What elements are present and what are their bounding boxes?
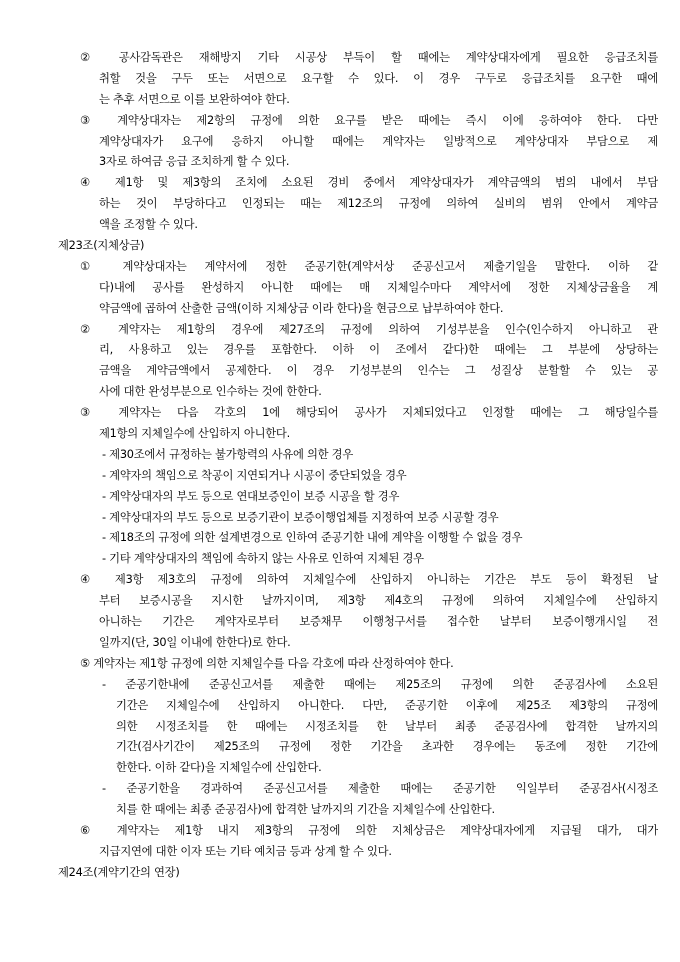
numbered-clause: ② 계약자는 제1항의 경우에 제27조의 규정에 의하여 기성부분을 인수(인수하지 아니하고 관 <box>80 322 658 336</box>
article-heading: 제23조(지체상금) <box>58 239 145 253</box>
text-line: 부터 보증시공을 지시한 날까지이며, 제3항 제4호의 규정에 의하여 지체일수에 산입하지 <box>99 594 658 608</box>
numbered-clause: ④ 제3항 제3호의 규정에 의하여 지체일수에 산입하지 아니하는 기간은 부도 등이 확정된 날 <box>80 573 658 587</box>
numbered-clause: ④ 제1항 및 제3항의 조치에 소요된 경비 중에서 계약상대자가 계약금액의 범의 내에서 부담 <box>80 176 658 190</box>
text-line: 액을 조정할 수 있다. <box>99 218 198 232</box>
text-line: 사에 대한 완성부분으로 인수하는 것에 한한다. <box>99 385 322 399</box>
text-line: 일까지(단, 30일 이내에 한한다)로 한다. <box>99 635 291 649</box>
numbered-clause: ⑤ 계약자는 제1항 규정에 의한 지체일수를 다음 각호에 따라 산정하여야 한다. <box>80 656 454 670</box>
text-line: 약금액에 곱하여 산출한 금액(이하 지체상금 이라 한다)을 현금으로 납부하여야 한다. <box>99 301 504 315</box>
text-line: 는 추후 서면으로 이를 보완하여야 한다. <box>99 92 290 106</box>
text-line: 금액을 계약금액에서 공제한다. 이 경우 기성부분의 인수는 그 성질상 분할할 수 있는 공 <box>99 364 658 378</box>
dash-list-item: - 제30조에서 규정하는 불가항력의 사유에 의한 경우 <box>102 447 354 461</box>
text-line: 아니하는 기간은 계약자로부터 보증채무 이행청구서를 접수한 날부터 보증이행개시일 전 <box>99 615 658 629</box>
dash-list-item: - 준공기한내에 준공신고서를 제출한 때에는 제25조의 규정에 의한 준공검사에 소요된 <box>102 677 658 691</box>
text-line: 지급지연에 대한 이자 또는 기타 예치금 등과 상계 할 수 있다. <box>99 844 392 858</box>
dash-list-item: - 계약상대자의 부도 등으로 보증기관이 보증이행업체를 지정하여 보증 시공할 경우 <box>102 510 499 524</box>
text-line: 계약상대자가 요구에 응하지 아니할 때에는 계약자는 일방적으로 계약상대자 부담으로 제 <box>99 134 658 148</box>
dash-list-item: - 계약자의 책임으로 착공이 지연되거나 시공이 중단되었을 경우 <box>102 468 407 482</box>
text-line: 다)내에 공사를 완성하지 아니한 때에는 매 지체일수마다 계약서에 정한 지체상금율을 계 <box>99 280 658 294</box>
text-line: 3자로 하여금 응급 조치하게 할 수 있다. <box>99 155 290 169</box>
dash-list-item: - 준공기한을 경과하여 준공신고서를 제출한 때에는 준공기한 익일부터 준공검사(시정조 <box>102 782 658 796</box>
numbered-clause: ① 계약상대자는 계약서에 정한 준공기한(계약서상 준공신고서 제출기일을 말한다. 이하 같 <box>80 259 658 273</box>
dash-list-item: - 기타 계약상대자의 책임에 속하지 않는 사유로 인하여 지체된 경우 <box>102 552 424 566</box>
numbered-clause: ③ 계약상대자는 제2항의 규정에 의한 요구를 받은 때에는 즉시 이에 응하여야 한다. 다만 <box>80 113 658 127</box>
numbered-clause: ② 공사감독관은 재해방지 기타 시공상 부득이 할 때에는 계약상대자에게 필요한 응급조치를 <box>80 51 658 64</box>
numbered-clause: ⑥ 계약자는 제1항 내지 제3항의 규정에 의한 지체상금은 계약상대자에게 지급될 대가, 대가 <box>80 823 658 837</box>
dash-list-item: - 계약상대자의 부도 등으로 연대보증인이 보증 시공을 할 경우 <box>102 489 400 503</box>
dash-list-item: - 제18조의 규정에 의한 설계변경으로 인하여 준공기한 내에 계약을 이행할 수 없을 경우 <box>102 531 523 545</box>
text-line: 의한 시정조치를 한 때에는 시정조치를 한 날부터 최종 준공검사에 합격한 날까지의 <box>116 719 658 733</box>
text-line: 한한다. 이하 같다)을 지체일수에 산입한다. <box>116 761 322 775</box>
text-line: 리, 사용하고 있는 경우를 포함한다. 이하 이 조에서 같다)한 때에는 그 부분에 상당하는 <box>99 343 658 357</box>
text-line: 하는 것이 부당하다고 인정되는 때는 제12조의 규정에 의하여 실비의 범위 안에서 계약금 <box>99 197 658 211</box>
text-line: 취할 것을 구두 또는 서면으로 요구할 수 있다. 이 경우 구두로 응급조치를 요구한 때에 <box>99 71 658 85</box>
text-line: 치를 한 때에는 최종 준공검사)에 합격한 날까지의 기간을 지체일수에 산입한다. <box>116 803 495 817</box>
document-page <box>58 48 658 884</box>
text-line: 제1항의 지체일수에 산입하지 아니한다. <box>99 427 290 441</box>
numbered-clause: ③ 계약자는 다음 각호의 1에 해당되어 공사가 지체되었다고 인정할 때에는 그 해당일수를 <box>80 406 658 420</box>
article-heading: 제24조(계약기간의 연장) <box>58 865 180 879</box>
text-line: 기간은 지체일수에 산입하지 아니한다. 다만, 준공기한 이후에 제25조 제3항의 규정에 <box>116 698 658 712</box>
text-line: 기간(검사기간이 제25조의 규정에 정한 기간을 초과한 경우에는 동조에 정한 기간에 <box>116 740 658 754</box>
